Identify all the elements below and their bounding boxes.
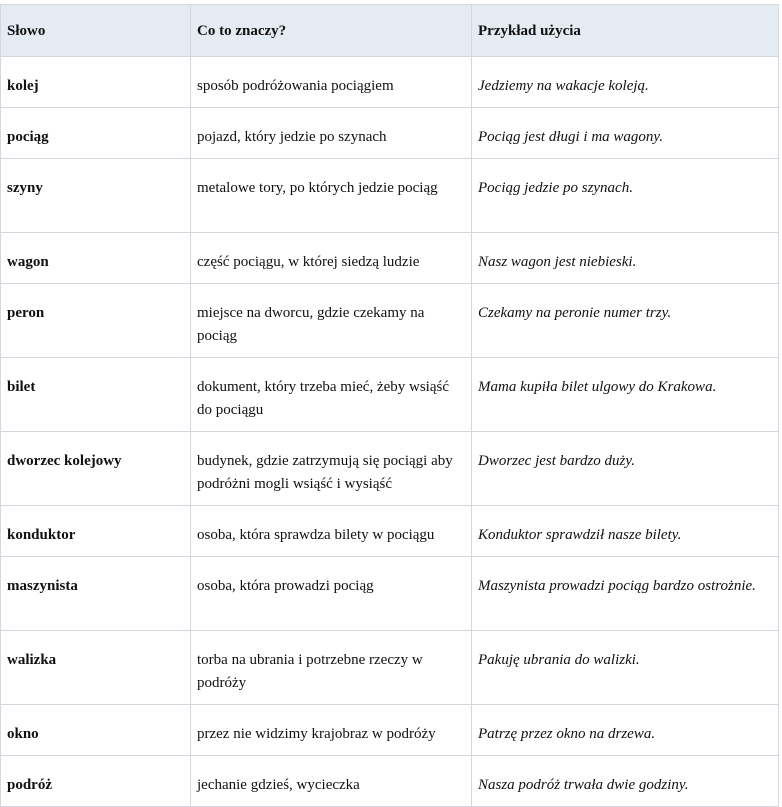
meaning-cell: budynek, gdzie zatrzymują się pociągi aby podróżni mogli wsiąść i wysiąść: [191, 432, 472, 506]
table-body: [1, 57, 779, 807]
example-cell: Konduktor sprawdził nasze bilety.: [472, 506, 779, 557]
meaning-cell: przez nie widzimy krajobraz w podróży: [191, 705, 472, 756]
header-row: [1, 5, 779, 57]
example-cell: Maszynista prowadzi pociąg bardzo ostrożnie.: [472, 557, 779, 631]
word-cell: peron: [1, 284, 191, 358]
word-cell: dworzec kolejowy: [1, 432, 191, 506]
meaning-cell: pojazd, który jedzie po szynach: [191, 108, 472, 159]
meaning-cell: dokument, który trzeba mieć, żeby wsiąść do pociągu: [191, 358, 472, 432]
table-header: [1, 5, 779, 57]
vocabulary-table: [0, 4, 779, 807]
table-row: [1, 432, 779, 506]
header-word: Słowo: [1, 5, 191, 57]
word-cell: bilet: [1, 358, 191, 432]
example-cell: Nasza podróż trwała dwie godziny.: [472, 756, 779, 807]
word-cell: wagon: [1, 233, 191, 284]
example-cell: Pakuję ubrania do walizki.: [472, 631, 779, 705]
table-row: [1, 159, 779, 233]
table-row: [1, 705, 779, 756]
table-row: [1, 506, 779, 557]
meaning-cell: jechanie gdzieś, wycieczka: [191, 756, 472, 807]
example-cell: Jedziemy na wakacje koleją.: [472, 57, 779, 108]
example-cell: Nasz wagon jest niebieski.: [472, 233, 779, 284]
word-cell: maszynista: [1, 557, 191, 631]
meaning-cell: część pociągu, w której siedzą ludzie: [191, 233, 472, 284]
example-cell: Mama kupiła bilet ulgowy do Krakowa.: [472, 358, 779, 432]
word-cell: kolej: [1, 57, 191, 108]
meaning-cell: sposób podróżowania pociągiem: [191, 57, 472, 108]
word-cell: walizka: [1, 631, 191, 705]
word-cell: podróż: [1, 756, 191, 807]
meaning-cell: metalowe tory, po których jedzie pociąg: [191, 159, 472, 233]
table-row: [1, 57, 779, 108]
example-cell: Patrzę przez okno na drzewa.: [472, 705, 779, 756]
word-cell: szyny: [1, 159, 191, 233]
table-row: [1, 756, 779, 807]
meaning-cell: osoba, która sprawdza bilety w pociągu: [191, 506, 472, 557]
table-row: [1, 284, 779, 358]
word-cell: okno: [1, 705, 191, 756]
example-cell: Pociąg jest długi i ma wagony.: [472, 108, 779, 159]
table-row: [1, 233, 779, 284]
example-cell: Pociąg jedzie po szynach.: [472, 159, 779, 233]
header-meaning: Co to znaczy?: [191, 5, 472, 57]
table-row: [1, 108, 779, 159]
meaning-cell: torba na ubrania i potrzebne rzeczy w podróży: [191, 631, 472, 705]
word-cell: pociąg: [1, 108, 191, 159]
table-row: [1, 557, 779, 631]
header-example: Przykład użycia: [472, 5, 779, 57]
table-row: [1, 358, 779, 432]
meaning-cell: miejsce na dworcu, gdzie czekamy na pociąg: [191, 284, 472, 358]
table-row: [1, 631, 779, 705]
meaning-cell: osoba, która prowadzi pociąg: [191, 557, 472, 631]
example-cell: Czekamy na peronie numer trzy.: [472, 284, 779, 358]
word-cell: konduktor: [1, 506, 191, 557]
example-cell: Dworzec jest bardzo duży.: [472, 432, 779, 506]
